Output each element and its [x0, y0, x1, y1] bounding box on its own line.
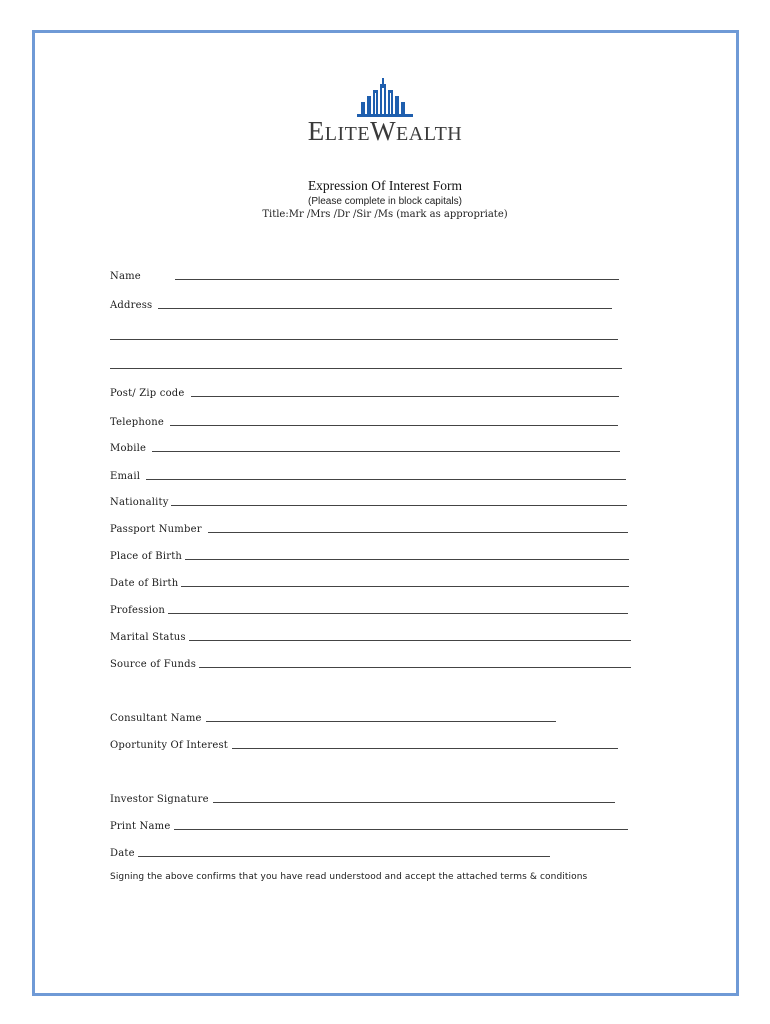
- form-subtitle: (Please complete in block capitals): [308, 196, 462, 207]
- profession-field[interactable]: [168, 613, 628, 614]
- email-row: [110, 468, 626, 482]
- address-line-2-row: [110, 328, 618, 342]
- nationality-row: [110, 494, 627, 508]
- printname-row: [110, 818, 628, 832]
- city-skyline-icon: [355, 76, 415, 118]
- passport-field[interactable]: [208, 532, 628, 533]
- birthdate-field[interactable]: [181, 586, 629, 587]
- funds-row: [110, 656, 631, 670]
- opportunity-field[interactable]: [232, 748, 618, 749]
- birthplace-row: [110, 548, 629, 562]
- date-field[interactable]: [138, 856, 550, 857]
- signature-label: Investor Signature: [110, 794, 209, 805]
- printname-field[interactable]: [174, 829, 628, 830]
- name-field[interactable]: [175, 279, 619, 280]
- terms-confirmation: Signing the above confirms that you have read understood and accept the attached terms & conditions: [110, 872, 588, 882]
- email-field[interactable]: [146, 479, 626, 480]
- date-label: Date: [110, 848, 135, 859]
- postcode-label: Post/ Zip code: [110, 388, 185, 399]
- funds-label: Source of Funds: [110, 659, 197, 670]
- name-label: Name: [110, 271, 141, 282]
- signature-row: [110, 791, 615, 805]
- consultant-label: Consultant Name: [110, 713, 202, 724]
- opportunity-label: Oportunity Of Interest: [110, 740, 228, 751]
- passport-label: Passport Number: [110, 524, 202, 535]
- profession-row: [110, 602, 628, 616]
- telephone-label: Telephone: [110, 417, 164, 428]
- address-row: [110, 297, 612, 311]
- nationality-field[interactable]: [171, 505, 627, 506]
- brand-name: ELITEWEALTH: [307, 116, 463, 146]
- email-label: Email: [110, 471, 141, 482]
- address-line-3-field[interactable]: [110, 368, 622, 369]
- funds-field[interactable]: [199, 667, 631, 668]
- birthplace-field[interactable]: [185, 559, 629, 560]
- marital-row: [110, 629, 631, 643]
- address-line-3-row: [110, 357, 622, 371]
- postcode-field[interactable]: [191, 396, 619, 397]
- postcode-row: [110, 385, 619, 399]
- profession-label: Profession: [110, 605, 166, 616]
- mobile-label: Mobile: [110, 443, 147, 454]
- passport-row: [110, 521, 628, 535]
- signature-field[interactable]: [213, 802, 615, 803]
- consultant-row: [110, 710, 556, 724]
- title-options[interactable]: Title:Mr /Mrs /Dr /Sir /Ms (mark as appropriate): [262, 209, 508, 220]
- form-title: Expression Of Interest Form: [307, 178, 463, 193]
- birthplace-label: Place of Birth: [110, 551, 183, 562]
- date-row: [110, 845, 550, 859]
- opportunity-row: [110, 737, 618, 751]
- logo: [0, 76, 770, 118]
- address-line-2-field[interactable]: [110, 339, 618, 340]
- consultant-field[interactable]: [206, 721, 556, 722]
- address-field[interactable]: [158, 308, 612, 309]
- telephone-row: [110, 414, 618, 428]
- address-label: Address: [110, 300, 153, 311]
- printname-label: Print Name: [110, 821, 171, 832]
- mobile-field[interactable]: [152, 451, 620, 452]
- nationality-label: Nationality: [110, 497, 169, 508]
- name-row: [110, 268, 619, 282]
- birthdate-label: Date of Birth: [110, 578, 179, 589]
- marital-field[interactable]: [189, 640, 631, 641]
- mobile-row: [110, 440, 620, 454]
- birthdate-row: [110, 575, 629, 589]
- marital-label: Marital Status: [110, 632, 186, 643]
- telephone-field[interactable]: [170, 425, 618, 426]
